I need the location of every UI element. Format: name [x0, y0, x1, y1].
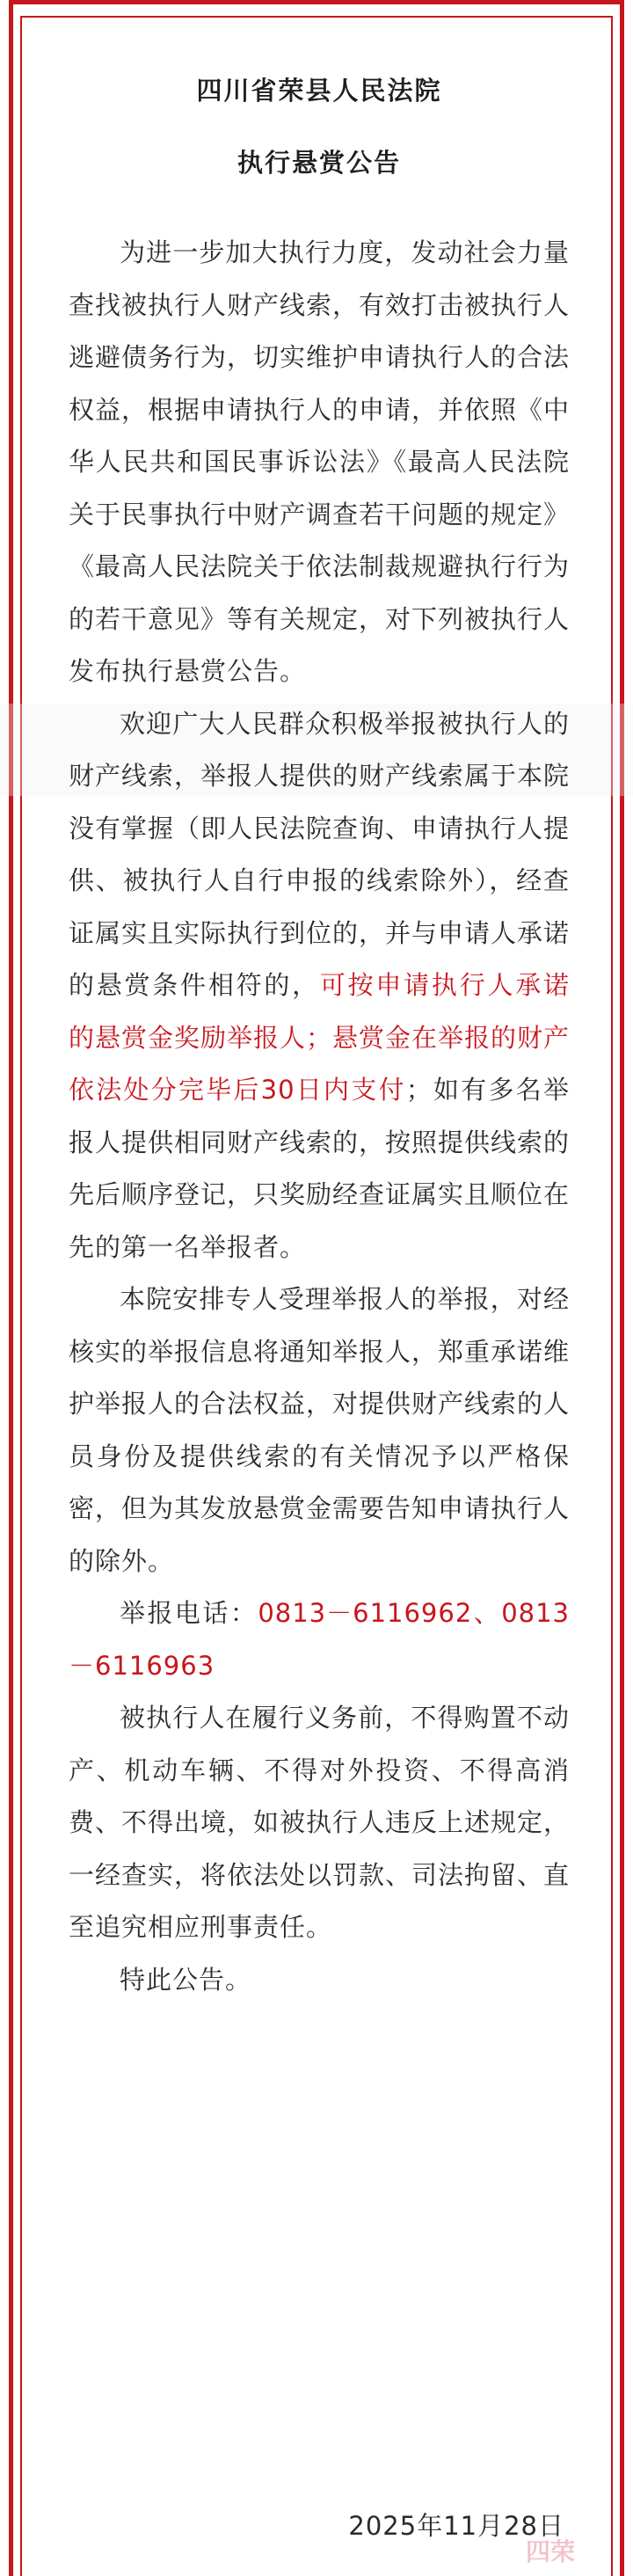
notice-body [69, 227, 570, 2006]
watermark-text: 四荣 [525, 2537, 576, 2566]
paragraph-purpose: 为进一步加大执行力度，发动社会力量查找被执行人财产线索，有效打击被执行人逃避债务行为，切实维护申请执行人的合法权益，根据申请执行人的申请，并依照《中华人民共和国民事诉讼法》《最高人民法院关于民事执行中财产调查若干问题的规定》《最高人民法院关于依法制裁规避执行行为的若干意见》等有关规定，对下列被执行人发布执行悬赏公告。 [69, 237, 571, 686]
phone-numbers[interactable]: 0813－6116962、0813－6116963 [69, 1598, 570, 1681]
reward-text-b: ；如有多名举报人提供相同财产线索的，按照提供线索的先后顺序登记，只奖励经查证属实且顺位在先的第一名举报者。 [69, 1075, 571, 1262]
reward-highlight: 可按申请执行人承诺的悬赏金奖励举报人；悬赏金在举报的财产依法处分完毕后30日内支付 [69, 970, 571, 1105]
paragraph-reward [69, 698, 570, 1274]
notice-content [69, 70, 570, 2006]
watermark-logo [489, 2532, 612, 2571]
phone-label: 举报电话： [120, 1598, 258, 1628]
paragraph-confidentiality: 本院安排专人受理举报人的举报，对经核实的举报信息将通知举报人，郑重承诺维护举报人的合法权益，对提供财产线索的人员身份及提供线索的有关情况予以严格保密，但为其发放悬赏金需要告知申请执行人的除外。 [69, 1284, 571, 1576]
court-title: 四川省荣县人民法院 [196, 76, 442, 106]
paragraph-restrictions: 被执行人在履行义务前，不得购置不动产、机动车辆、不得对外投资、不得高消费、不得出境，如被执行人违反上述规定，一经查实，将依法处以罚款、司法拘留、直至追究相应刑事责任。 [69, 1703, 571, 1942]
notice-title: 执行悬赏公告 [236, 148, 401, 178]
closing-text: 特此公告。 [120, 1964, 252, 1995]
reward-text-a: 欢迎广大人民群众积极举报被执行人的财产线索，举报人提供的财产线索属于本院没有掌握（即人民法院查询、申请执行人提供、被执行人自行申报的线索除外），经查证属实且实际执行到位的，并与申请人承诺的悬赏条件相符的， [69, 708, 571, 1000]
paragraph-phone [69, 1587, 570, 1692]
notice-date: 2025年11月28日 [348, 2511, 564, 2541]
